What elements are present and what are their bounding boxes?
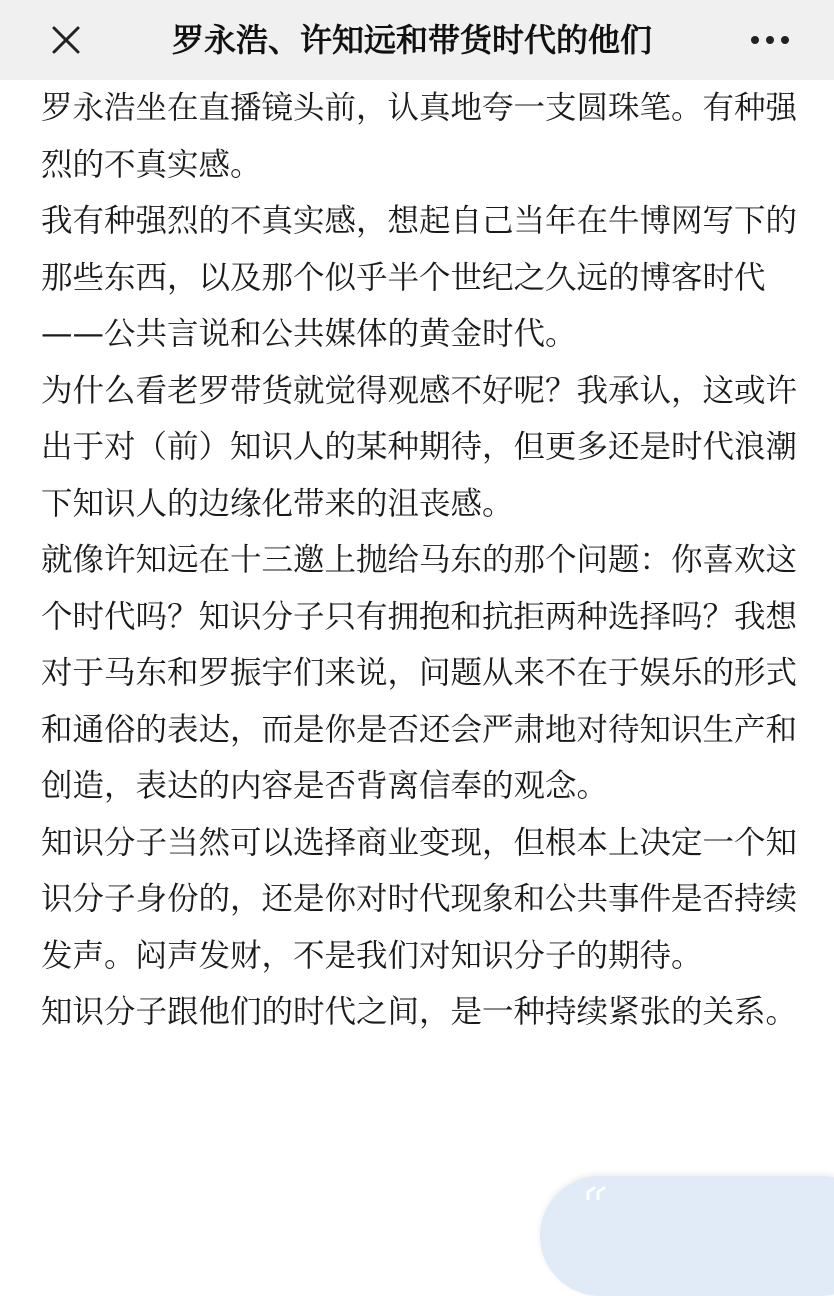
floating-action-button[interactable] [540,1176,834,1296]
paragraph: 知识分子跟他们的时代之间，是一种持续紧张的关系。 [41,994,798,1030]
paragraph: 我有种强烈的不真实感，想起自己当年在牛博网写下的那些东西，以及那个似乎半个世纪之久远的博客时代——公共言说和公共媒体的黄金时代。 [41,203,798,352]
article-body [41,80,801,1041]
edit-icon [584,1186,610,1200]
paragraph: 知识分子当然可以选择商业变现，但根本上决定一个知识分子身份的，还是你对时代现象和公共事件是否持续发声。闷声发财，不是我们对知识分子的期待。 [41,824,798,974]
close-icon [51,25,81,55]
paragraph: 罗永浩坐在直播镜头前，认真地夸一支圆珠笔。有种强烈的不真实感。 [41,90,798,183]
top-bar [0,0,834,80]
close-button[interactable] [44,18,88,62]
paragraph: 就像许知远在十三邀上抛给马东的那个问题：你喜欢这个时代吗？知识分子只有拥抱和抗拒两种选择吗？我想对于马东和罗振宇们来说，问题从来不在于娱乐的形式和通俗的表达，而是你是否还会严肃地对待知识生产和创造，表达的内容是否背离信奉的观念。 [41,542,798,804]
more-horizontal-icon [750,35,790,45]
page-title: 罗永浩、许知远和带货时代的他们 [172,21,653,59]
more-button[interactable] [744,18,796,62]
paragraph: 为什么看老罗带货就觉得观感不好呢？我承认，这或许出于对（前）知识人的某种期待，但更多还是时代浪潮下知识人的边缘化带来的沮丧感。 [41,372,798,522]
